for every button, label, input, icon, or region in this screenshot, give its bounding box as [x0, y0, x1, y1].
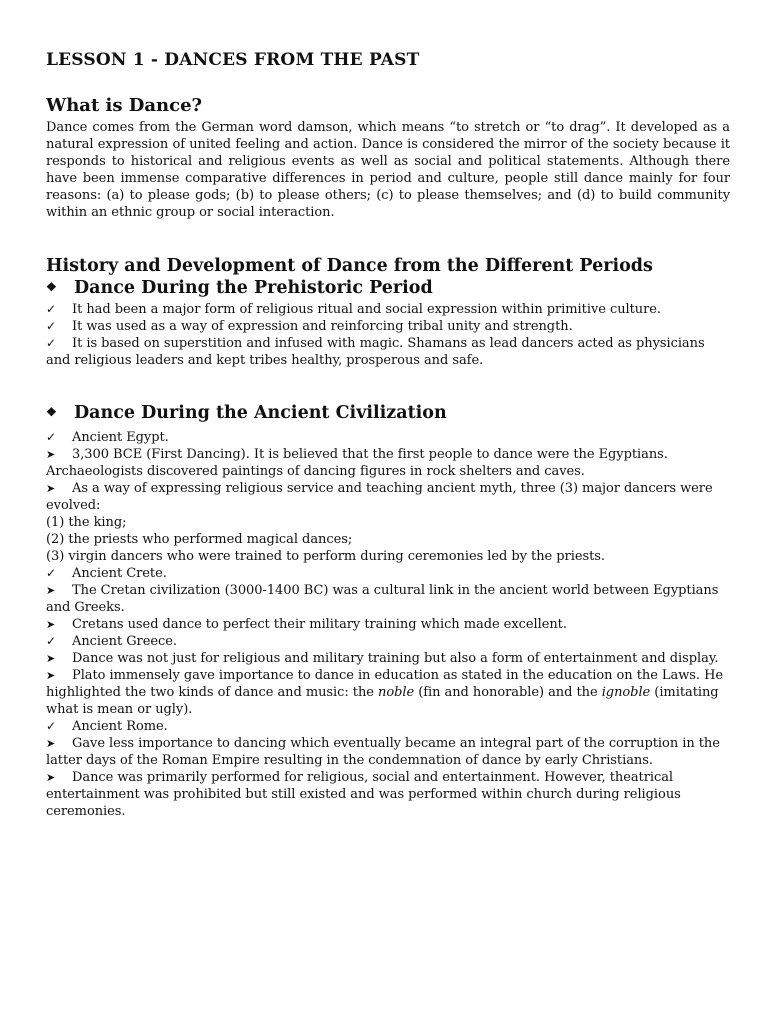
- checkmark-icon: ✓: [46, 336, 57, 350]
- list-item-text: 3,300 BCE (First Dancing). It is believed that the first people to dance were the Egyptians. Archaeologists discovered paintings of dancing figures in rock shelters and caves.: [46, 447, 668, 479]
- ancient-list: [46, 429, 730, 820]
- arrow-bullet-icon: ➤: [46, 448, 56, 461]
- list-item: [46, 429, 730, 446]
- greece-label: Ancient Greece.: [72, 634, 177, 649]
- prehistoric-heading: [46, 278, 433, 298]
- list-item-text: Dance was primarily performed for religious, social and entertainment. However, theatrical entertainment was prohibited but still existed and was performed within church during religious ceremonies.: [46, 770, 681, 819]
- list-item: [46, 446, 730, 480]
- arrow-bullet-icon: ➤: [46, 771, 56, 784]
- prehistoric-heading-text: Dance During the Prehistoric Period: [74, 278, 433, 298]
- checkmark-icon: ✓: [46, 566, 57, 580]
- list-item-text: It was used as a way of expression and reinforcing tribal unity and strength.: [72, 319, 573, 334]
- list-item-text: It is based on superstition and infused with magic. Shamans as lead dancers acted as physicians and religious leaders and kept tribes healthy, prosperous and safe.: [46, 336, 705, 368]
- list-item: [46, 318, 730, 335]
- list-item-text: As a way of expressing religious service and teaching ancient myth, three (3) major dancers were evolved:: [46, 481, 713, 513]
- checkmark-icon: ✓: [46, 634, 57, 648]
- arrow-bullet-icon: ➤: [46, 584, 56, 597]
- intro-paragraph: Dance comes from the German word damson, which means “to stretch or “to drag”. It developed as a natural expression of united feeling and action. Dance is considered the mirror of the society because it responds to historical and religious events as well as social and political statements. Although there have been immense comparative differences in period and culture, people still dance mainly for four reasons: (a) to please gods; (b) to please others; (c) to please themselves; and (d) to build community within an ethnic group or social interaction.: [46, 120, 730, 220]
- crete-label: Ancient Crete.: [72, 566, 167, 581]
- list-item: [46, 616, 730, 633]
- ancient-heading: [46, 403, 447, 423]
- checkmark-icon: ✓: [46, 719, 57, 733]
- list-item: (2) the priests who performed magical dances;: [46, 532, 353, 547]
- ignoble-term: ignoble: [601, 685, 651, 700]
- list-item: [46, 718, 730, 735]
- egypt-label: Ancient Egypt.: [72, 430, 169, 445]
- list-item-text: It had been a major form of religious ritual and social expression within primitive culture.: [72, 302, 662, 317]
- diamond-bullet-icon: ❖: [46, 280, 57, 294]
- prehistoric-list: [46, 301, 730, 369]
- arrow-bullet-icon: ➤: [46, 482, 56, 495]
- arrow-bullet-icon: ➤: [46, 737, 56, 750]
- list-item: [46, 633, 730, 650]
- ancient-heading-text: Dance During the Ancient Civilization: [74, 403, 447, 423]
- list-item: [46, 335, 730, 369]
- list-item-text: Gave less importance to dancing which eventually became an integral part of the corruption in the latter days of the Roman Empire resulting in the condemnation of dance by early Christians.: [46, 736, 720, 768]
- arrow-bullet-icon: ➤: [46, 618, 56, 631]
- noble-term: noble: [378, 685, 415, 700]
- checkmark-icon: ✓: [46, 430, 57, 444]
- list-item-text-part: (imitating what is mean or ugly).: [46, 685, 719, 717]
- list-item-text-part: Plato immensely gave importance to dance in education as stated in the education on the Laws. He highlighted the two kinds of dance and music: the: [46, 668, 724, 700]
- list-item: (3) virgin dancers who were trained to perform during ceremonies led by the priests.: [46, 549, 605, 564]
- rome-label: Ancient Rome.: [72, 719, 168, 734]
- list-item: [46, 650, 730, 667]
- list-item: [46, 565, 730, 582]
- list-item: [46, 582, 730, 616]
- lesson-title: LESSON 1 - DANCES FROM THE PAST: [46, 50, 420, 70]
- list-item-text: The Cretan civilization (3000-1400 BC) was a cultural link in the ancient world between Egyptians and Greeks.: [46, 583, 719, 615]
- list-item: [46, 480, 730, 514]
- list-item: [46, 769, 730, 820]
- arrow-bullet-icon: ➤: [46, 669, 56, 682]
- list-item: [46, 667, 730, 718]
- list-item-text-part: (fin and honorable) and the: [414, 685, 602, 700]
- list-item: [46, 301, 730, 318]
- checkmark-icon: ✓: [46, 302, 57, 316]
- diamond-bullet-icon: ❖: [46, 405, 57, 419]
- list-item: (1) the king;: [46, 515, 127, 530]
- history-heading: History and Development of Dance from the Different Periods: [46, 256, 653, 276]
- arrow-bullet-icon: ➤: [46, 652, 56, 665]
- checkmark-icon: ✓: [46, 319, 57, 333]
- list-item-text: Dance was not just for religious and military training but also a form of entertainment and display.: [72, 651, 719, 666]
- list-item-text: Cretans used dance to perfect their military training which made excellent.: [72, 617, 567, 632]
- what-is-dance-heading: What is Dance?: [46, 95, 203, 116]
- list-item: [46, 735, 730, 769]
